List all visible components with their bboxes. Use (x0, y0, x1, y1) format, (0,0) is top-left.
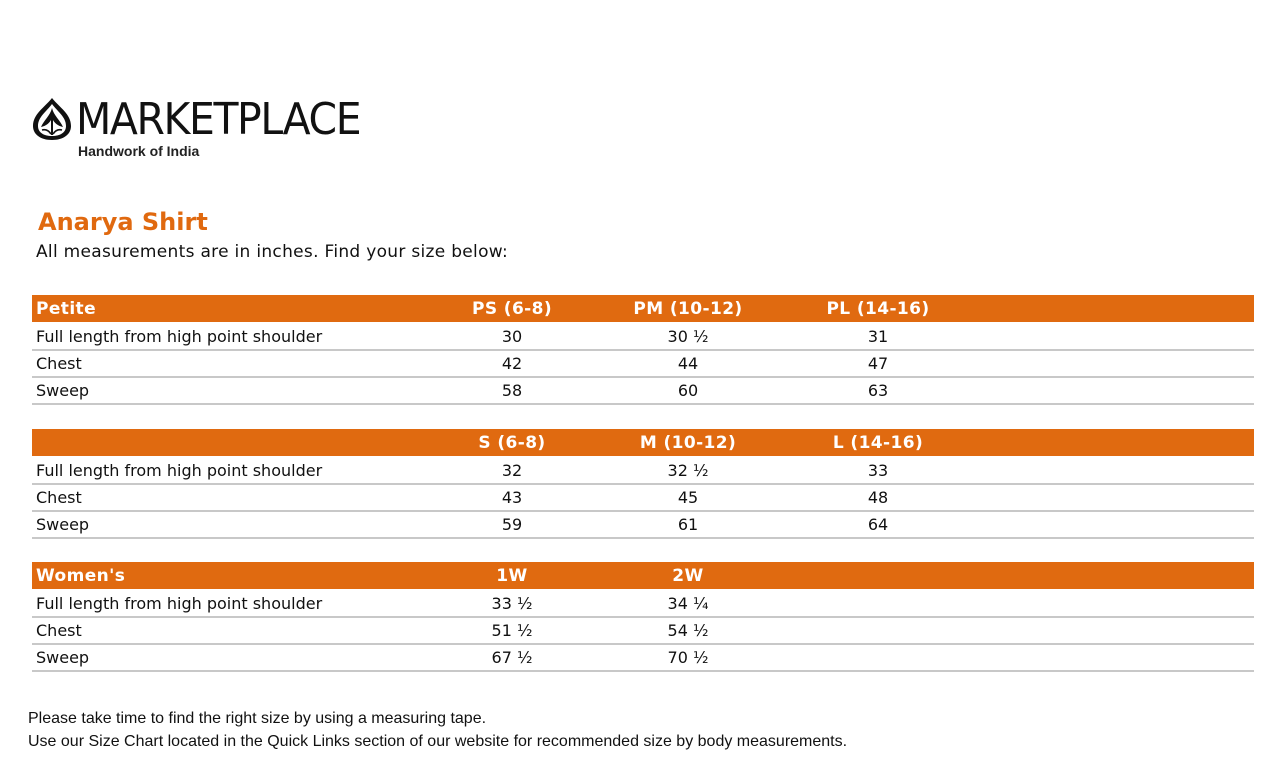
table-cell: 60 (607, 377, 769, 404)
size-table-womens (32, 562, 1254, 672)
table-row (32, 377, 1254, 404)
table-header-row (32, 429, 1254, 457)
table-cell: 61 (607, 511, 769, 538)
table-cell: 32 ½ (607, 457, 769, 484)
table-cell: 45 (607, 484, 769, 511)
table-header-cell: 1W (417, 562, 607, 590)
table-cell: 43 (417, 484, 607, 511)
table-header-cell (987, 562, 1254, 590)
table-header-cell: L (14-16) (769, 429, 987, 457)
measurement-label: Full length from high point shoulder (32, 457, 417, 484)
table-cell: 30 ½ (607, 323, 769, 350)
table-row (32, 457, 1254, 484)
table-cell: 47 (769, 350, 987, 377)
table-header-row (32, 295, 1254, 323)
table-row (32, 590, 1254, 617)
table-header-cell (769, 562, 987, 590)
table-cell (769, 617, 987, 644)
table-header-cell: PM (10-12) (607, 295, 769, 323)
measurement-label: Full length from high point shoulder (32, 590, 417, 617)
size-table-petite (32, 295, 1254, 405)
table-header-cell (32, 429, 417, 457)
table-header-cell: Women's (32, 562, 417, 590)
table-row (32, 511, 1254, 538)
measurement-label: Chest (32, 350, 417, 377)
brand-name: MARKETPLACE (76, 94, 361, 145)
table-cell (987, 323, 1254, 350)
table-cell: 31 (769, 323, 987, 350)
table-cell: 33 ½ (417, 590, 607, 617)
measurement-label: Sweep (32, 511, 417, 538)
table-header-cell: S (6-8) (417, 429, 607, 457)
table-cell: 42 (417, 350, 607, 377)
footer-note-size-chart: Use our Size Chart located in the Quick Links section of our website for recommended size by body measurements. (28, 733, 848, 750)
table-cell: 67 ½ (417, 644, 607, 671)
table-cell: 32 (417, 457, 607, 484)
table-cell (987, 350, 1254, 377)
measurement-label: Sweep (32, 377, 417, 404)
table-cell: 54 ½ (607, 617, 769, 644)
table-header-cell (987, 295, 1254, 323)
table-cell (987, 457, 1254, 484)
table-header-cell: PL (14-16) (769, 295, 987, 323)
measurement-label: Full length from high point shoulder (32, 323, 417, 350)
table-cell (769, 644, 987, 671)
table-cell (987, 511, 1254, 538)
table-cell: 64 (769, 511, 987, 538)
page-title: Anarya Shirt (38, 208, 208, 236)
measurement-label: Chest (32, 484, 417, 511)
table-cell: 63 (769, 377, 987, 404)
brand-tagline: Handwork of India (78, 143, 200, 159)
table-cell: 30 (417, 323, 607, 350)
table-header-cell (987, 429, 1254, 457)
table-cell (987, 377, 1254, 404)
table-row (32, 350, 1254, 377)
leaf-logo-icon (30, 96, 74, 142)
table-header-cell: Petite (32, 295, 417, 323)
table-cell: 48 (769, 484, 987, 511)
table-cell: 44 (607, 350, 769, 377)
table-cell (987, 644, 1254, 671)
size-table-regular (32, 429, 1254, 539)
table-cell: 51 ½ (417, 617, 607, 644)
table-header-cell: M (10-12) (607, 429, 769, 457)
page-subtitle: All measurements are in inches. Find your size below: (36, 242, 509, 262)
table-row (32, 323, 1254, 350)
table-cell: 33 (769, 457, 987, 484)
table-cell: 70 ½ (607, 644, 769, 671)
table-cell: 59 (417, 511, 607, 538)
table-cell (987, 590, 1254, 617)
table-cell: 58 (417, 377, 607, 404)
table-cell (769, 590, 987, 617)
table-header-cell: PS (6-8) (417, 295, 607, 323)
measurement-label: Sweep (32, 644, 417, 671)
table-header-row (32, 562, 1254, 590)
table-cell (987, 617, 1254, 644)
table-cell (987, 484, 1254, 511)
table-cell: 34 ¼ (607, 590, 769, 617)
table-row (32, 617, 1254, 644)
table-row (32, 484, 1254, 511)
measurement-label: Chest (32, 617, 417, 644)
table-row (32, 644, 1254, 671)
table-header-cell: 2W (607, 562, 769, 590)
footer-note-measuring: Please take time to find the right size by using a measuring tape. (28, 710, 487, 727)
